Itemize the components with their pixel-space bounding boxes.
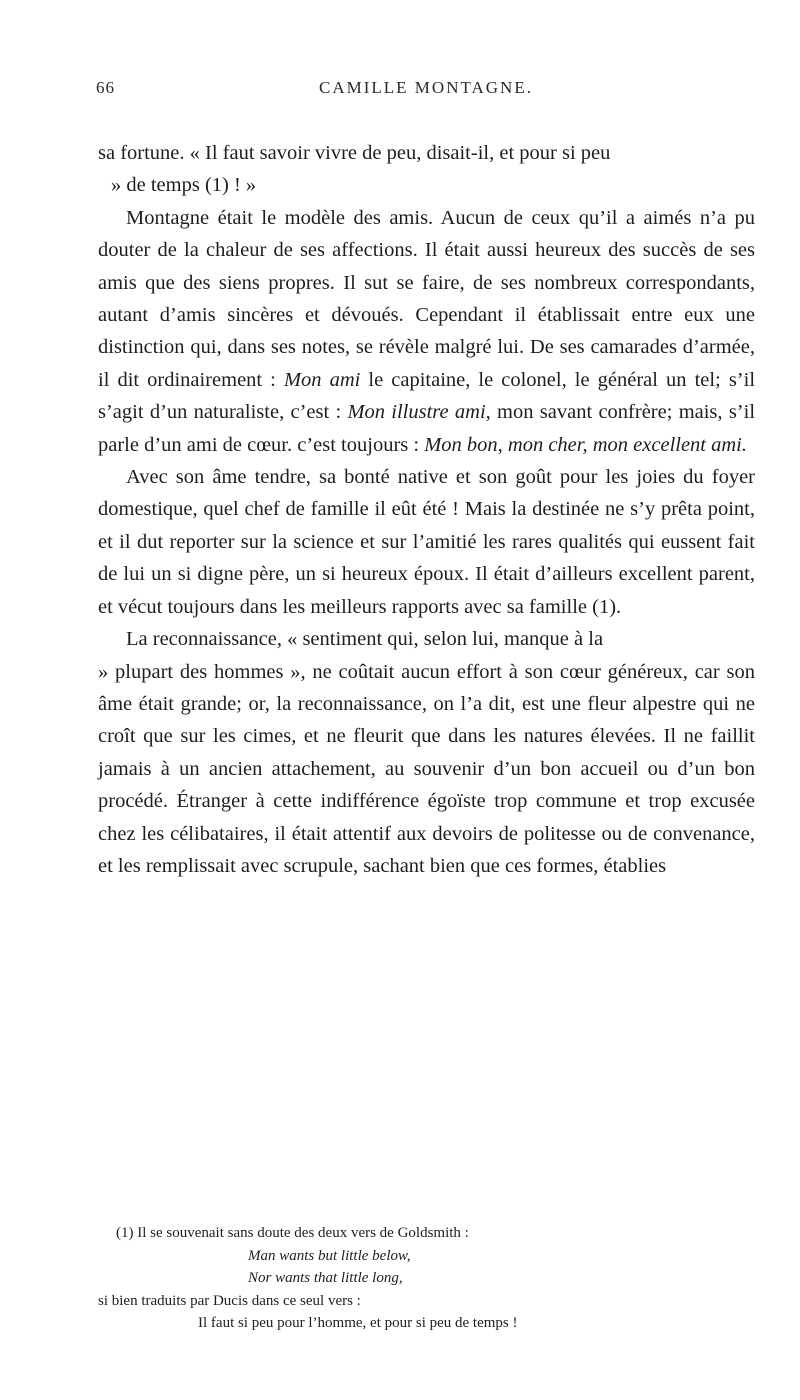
footnote-verse: Nor wants that little long, bbox=[248, 1270, 403, 1286]
running-title: CAMILLE MONTAGNE. bbox=[319, 78, 533, 97]
paragraph-continuation bbox=[98, 137, 755, 202]
running-head bbox=[96, 78, 756, 108]
text-run: le capitaine, le colonel, le général un tel; s’il s’agit d’un naturaliste, c’est : bbox=[98, 368, 756, 424]
main-text bbox=[98, 137, 755, 882]
page-number: 66 bbox=[96, 78, 115, 97]
text-line: La reconnaissance, « sentiment qui, selon lui, manque à la bbox=[126, 628, 604, 651]
paragraph-friends bbox=[98, 202, 755, 461]
italic-run: Mon illustre ami bbox=[347, 401, 486, 424]
footnote-verse: Man wants but little below, bbox=[248, 1247, 411, 1264]
text-run: » plupart des hommes », ne coûtait aucun effort à son cœur généreux, car son âme était grande; or, la reconnaissance, on l’a dit, est une fleur alpestre qui ne croît que sur les cimes, et ne fleurit que dans les natures élevées. Il ne faillit jamais à un ancien attachement, au souvenir d’un bon accueil ou d’un bon procédé. Étranger à cette indifférence égoïste trop commune et trop excusée chez les célibataires, il était attentif aux devoirs de politesse ou de convenance, et les remplissait avec scrupule, sachant bien que ces formes, établies bbox=[98, 660, 755, 877]
text-run: , mon savant confrère; mais, s’il parle d’un ami de cœur. c’est toujours : bbox=[98, 401, 756, 456]
text-line: sa fortune. « Il faut savoir vivre de peu, disait-il, et pour si peu bbox=[98, 142, 611, 164]
footnote-line: si bien traduits par Ducis dans ce seul vers : bbox=[98, 1292, 361, 1309]
paragraph-family: Avec son âme tendre, sa bonté native et son goût pour les joies du foyer domestique, quel chef de famille il eût été ! Mais la destinée ne s’y prêta point, et il dut reporter sur la science et sur l’amitié les rares qualités qui eussent fait de lui un si digne père, un si heureux époux. Il était d’ailleurs excellent parent, et vécut toujours dans les meilleurs rapports avec sa famille (1). bbox=[98, 466, 755, 618]
text-run: Montagne était le modèle des amis. Aucun de ceux qu’il a aimés n’a pu douter de la chaleur de ses affections. Il était aussi heureux des succès de ses amis que des siens propres. Il sut se faire, de ses nombreux correspondants, autant d’amis sincères et dévoués. Cependant il établissait entre eux une distinction qui, dans ses notes, se révèle malgré lui. De ses camarades d’armée, il dit ordinairement : bbox=[98, 206, 755, 391]
footnote-line: Il faut si peu pour l’homme, et pour si peu de temps ! bbox=[198, 1315, 518, 1331]
italic-run: Mon ami bbox=[283, 368, 361, 391]
footnote-line: (1) Il se souvenait sans doute des deux vers de Goldsmith : bbox=[116, 1225, 469, 1241]
paragraph-gratitude bbox=[98, 623, 755, 882]
italic-run: Mon bon, mon cher, mon excellent ami. bbox=[424, 433, 747, 456]
footnotes bbox=[98, 1222, 755, 1335]
text-line: » de temps (1) ! » bbox=[111, 174, 257, 197]
